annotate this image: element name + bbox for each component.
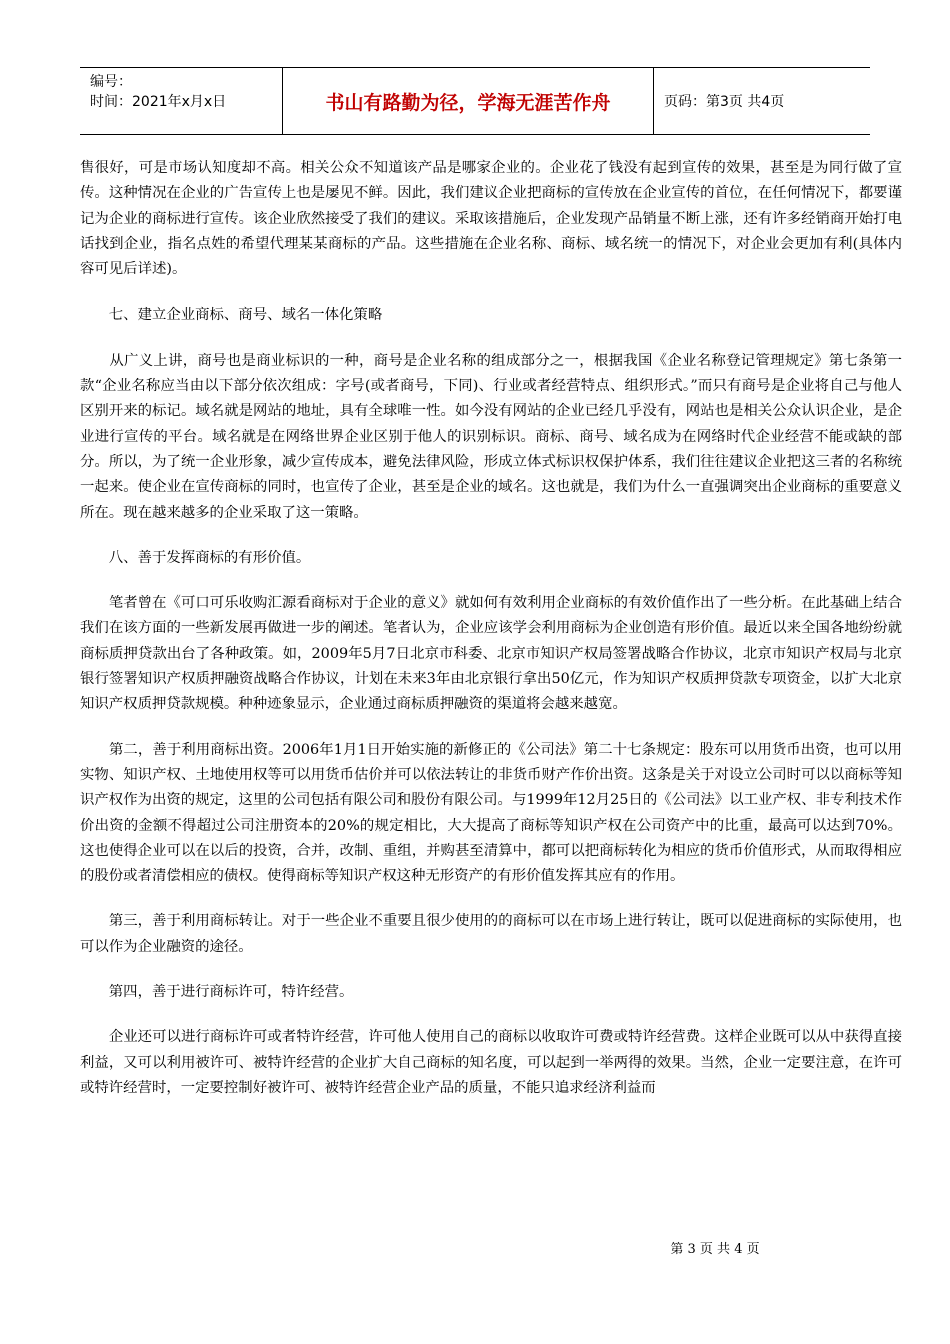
section-heading-8: 八、善于发挥商标的有形价值。 [80,549,311,566]
page-footer: 第 3 页 共 4 页 [670,1242,760,1257]
paragraph: 从广义上讲，商号也是商业标识的一种，商号是企业名称的组成部分之一，根据我国《企业名称登记管理规定》第七条第一款“企业名称应当由以下部分依次组成：字号(或者商号，下同)、行业或者经营特点、组织形式。”而只有商号是企业将自己与他人区别开来的标记。域名就是网站的地址，具有全球唯一性。如今没有网站的企业已经几乎没有，网站也是相关公众认识企业，是企业进行宣传的平台。域名就是在网络世界企业区别于他人的识别标识。商标、商号、域名成为在网络时代企业经营不能或缺的部分。所以，为了统一企业形象，减少宣传成本，避免法律风险，形成立体式标识权保护体系，我们往往建议企业把这三者的名称统一起来。使企业在宣传商标的同时，也宣传了企业，甚至是企业的域名。这也就是，我们为什么一直强调突出企业商标的重要意义所在。现在越来越多的企业采取了这一策略。 [80,352,902,521]
header-motto: 书山有路勤为径，学海无涯苦作舟 [282,68,654,134]
paragraph-continued: 售很好，可是市场认知度却不高。相关公众不知道该产品是哪家企业的。企业花了钱没有起到宣传的效果，甚至是为同行做了宣传。这种情况在企业的广告宣传上也是屡见不鲜。因此，我们建议企业把商标的宣传放在企业宣传的首位，在任何情况下，都要谨记为企业的商标进行宣传。该企业欣然接受了我们的建议。采取该措施后，企业发现产品销量不断上涨，还有许多经销商开始打电话找到企业，指名点姓的希望代理某某商标的产品。这些措施在企业名称、商标、域名统一的情况下，对企业会更加有利(具体内容可见后详述)。 [80,160,902,278]
document-time-label: 时间：2021年x月x日 [90,94,227,110]
document-body [80,156,902,1121]
section-heading-7: 七、建立企业商标、商号、域名一体化策略 [80,307,383,324]
header-meta [80,68,282,134]
paragraph-heading: 第四，善于进行商标许可，特许经营。 [80,984,354,1001]
document-number-label: 编号： [90,74,132,90]
header-page-number: 页码：第3页 共4页 [664,94,785,110]
paragraph: 第三，善于利用商标转让。对于一些企业不重要且很少使用的的商标可以在市场上进行转让，既可以促进商标的实际使用，也可以作为企业融资的途径。 [80,913,902,955]
paragraph: 企业还可以进行商标许可或者特许经营，许可他人使用自己的商标以收取许可费或特许经营费。这样企业既可以从中获得直接利益，又可以利用被许可、被特许经营的企业扩大自己商标的知名度，可以起到一举两得的效果。当然，企业一定要注意，在许可或特许经营时，一定要控制好被许可、被特许经营企业产品的质量，不能只追求经济利益而 [80,1029,902,1096]
paragraph: 笔者曾在《可口可乐收购汇源看商标对于企业的意义》就如何有效利用企业商标的有效价值作出了一些分析。在此基础上结合我们在该方面的一些新发展再做进一步的阐述。笔者认为，企业应该学会利用商标为企业创造有形价值。最近以来全国各地纷纷就商标质押贷款出台了各种政策。如，2009年5月7日北京市科委、北京市知识产权局签署战略合作协议，北京市知识产权局与北京银行签署知识产权质押融资战略合作协议，计划在未来3年由北京银行拿出50亿元，作为知识产权质押贷款专项资金，以扩大北京知识产权质押贷款规模。种种迹象显示，企业通过商标质押融资的渠道将会越来越宽。 [80,595,902,713]
paragraph: 第二，善于利用商标出资。2006年1月1日开始实施的新修正的《公司法》第二十七条规定：股东可以用货币出资，也可以用实物、知识产权、土地使用权等可以用货币估价并可以依法转让的非货币财产作价出资。这条是关于对设立公司时可以以商标等知识产权作为出资的规定，这里的公司包括有限公司和股份有限公司。与1999年12月25日的《公司法》以工业产权、非专利技术作价出资的金额不得超过公司注册资本的20%的规定相比，大大提高了商标等知识产权在公司资产中的比重，最高可以达到70%。这也使得企业可以在以后的投资，合并，改制、重组，并购甚至清算中，都可以把商标转化为相应的货币价值形式，从而取得相应的股份或者清偿相应的债权。使得商标等知识产权这种无形资产的有形价值发挥其应有的作用。 [80,741,902,885]
header-table [80,67,870,135]
